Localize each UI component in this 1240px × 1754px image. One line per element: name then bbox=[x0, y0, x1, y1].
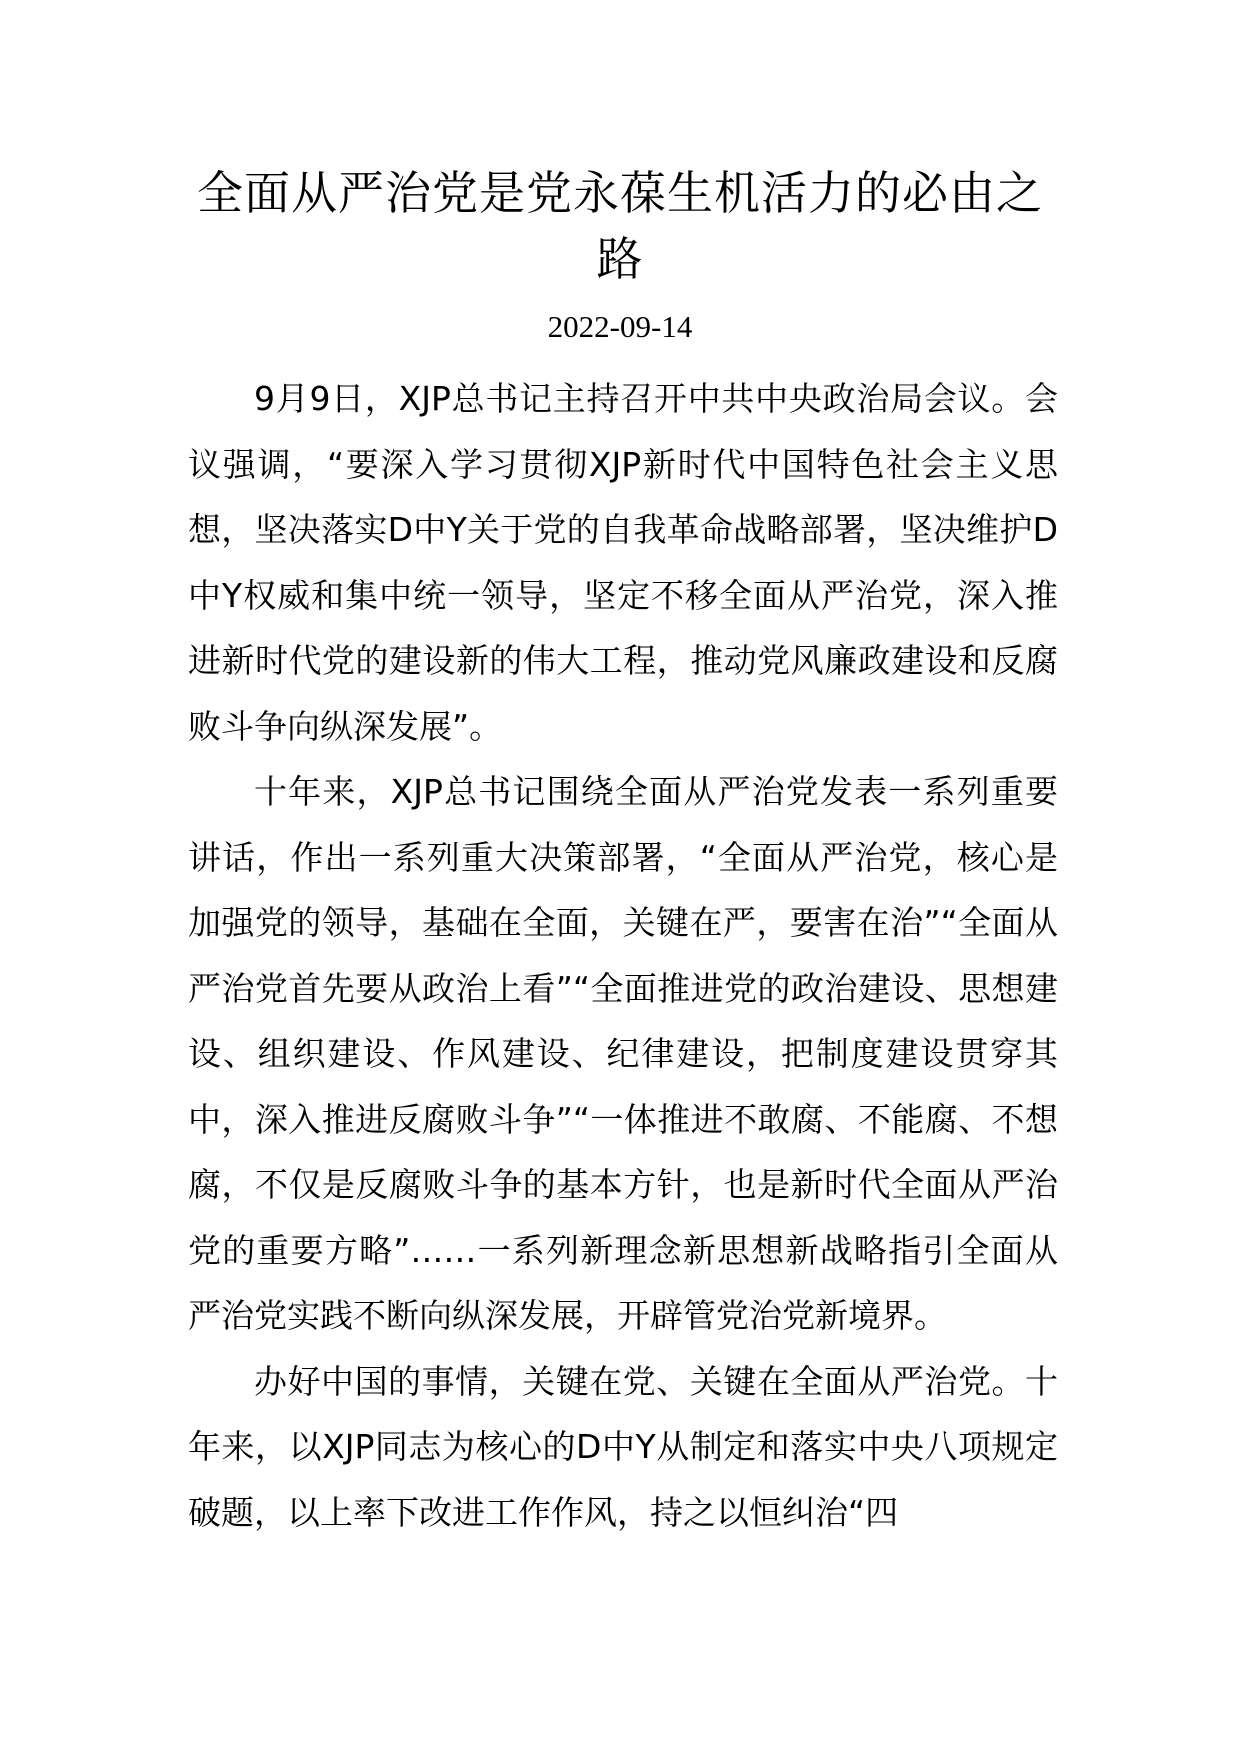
paragraph: 十年来，XJP总书记围绕全面从严治党发表一系列重要讲话，作出一系列重大决策部署，“全面从严治党，核心是加强党的领导，基础在全面，关键在严，要害在治”“全面从严治党首先要从政治上看”“全面推进党的政治建设、思想建设、组织建设、作风建设、纪律建设，把制度建设贯穿其中，深入推进反腐败斗争”“一体推进不敢腐、不能腐、不想腐，不仅是反腐败斗争的基本方针，也是新时代全面从严治党的重要方略”……一系列新理念新思想新战略指引全面从严治党实践不断向纵深发展，开辟管党治党新境界。 bbox=[188, 772, 1058, 1335]
publish-date: 2022-09-14 bbox=[547, 309, 693, 344]
article-body bbox=[188, 366, 1058, 1545]
paragraph: 9月9日，XJP总书记主持召开中共中央政治局会议。会议强调，“要深入学习贯彻XJP新时代中国特色社会主义思想，坚决落实D中Y关于党的自我革命战略部署，坚决维护D中Y权威和集中统一领导，坚定不移全面从严治党，深入推进新时代党的建设新的伟大工程，推动党风廉政建设和反腐败斗争向纵深发展”。 bbox=[188, 379, 1058, 746]
document-title: 全面从严治党是党永葆生机活力的必由之路 bbox=[197, 166, 1043, 286]
paragraph: 办好中国的事情，关键在党、关键在全面从严治党。十年来，以XJP同志为核心的D中Y从制定和落实中央八项规定破题，以上率下改进工作作风，持之以恒纠治“四 bbox=[188, 1361, 1058, 1532]
